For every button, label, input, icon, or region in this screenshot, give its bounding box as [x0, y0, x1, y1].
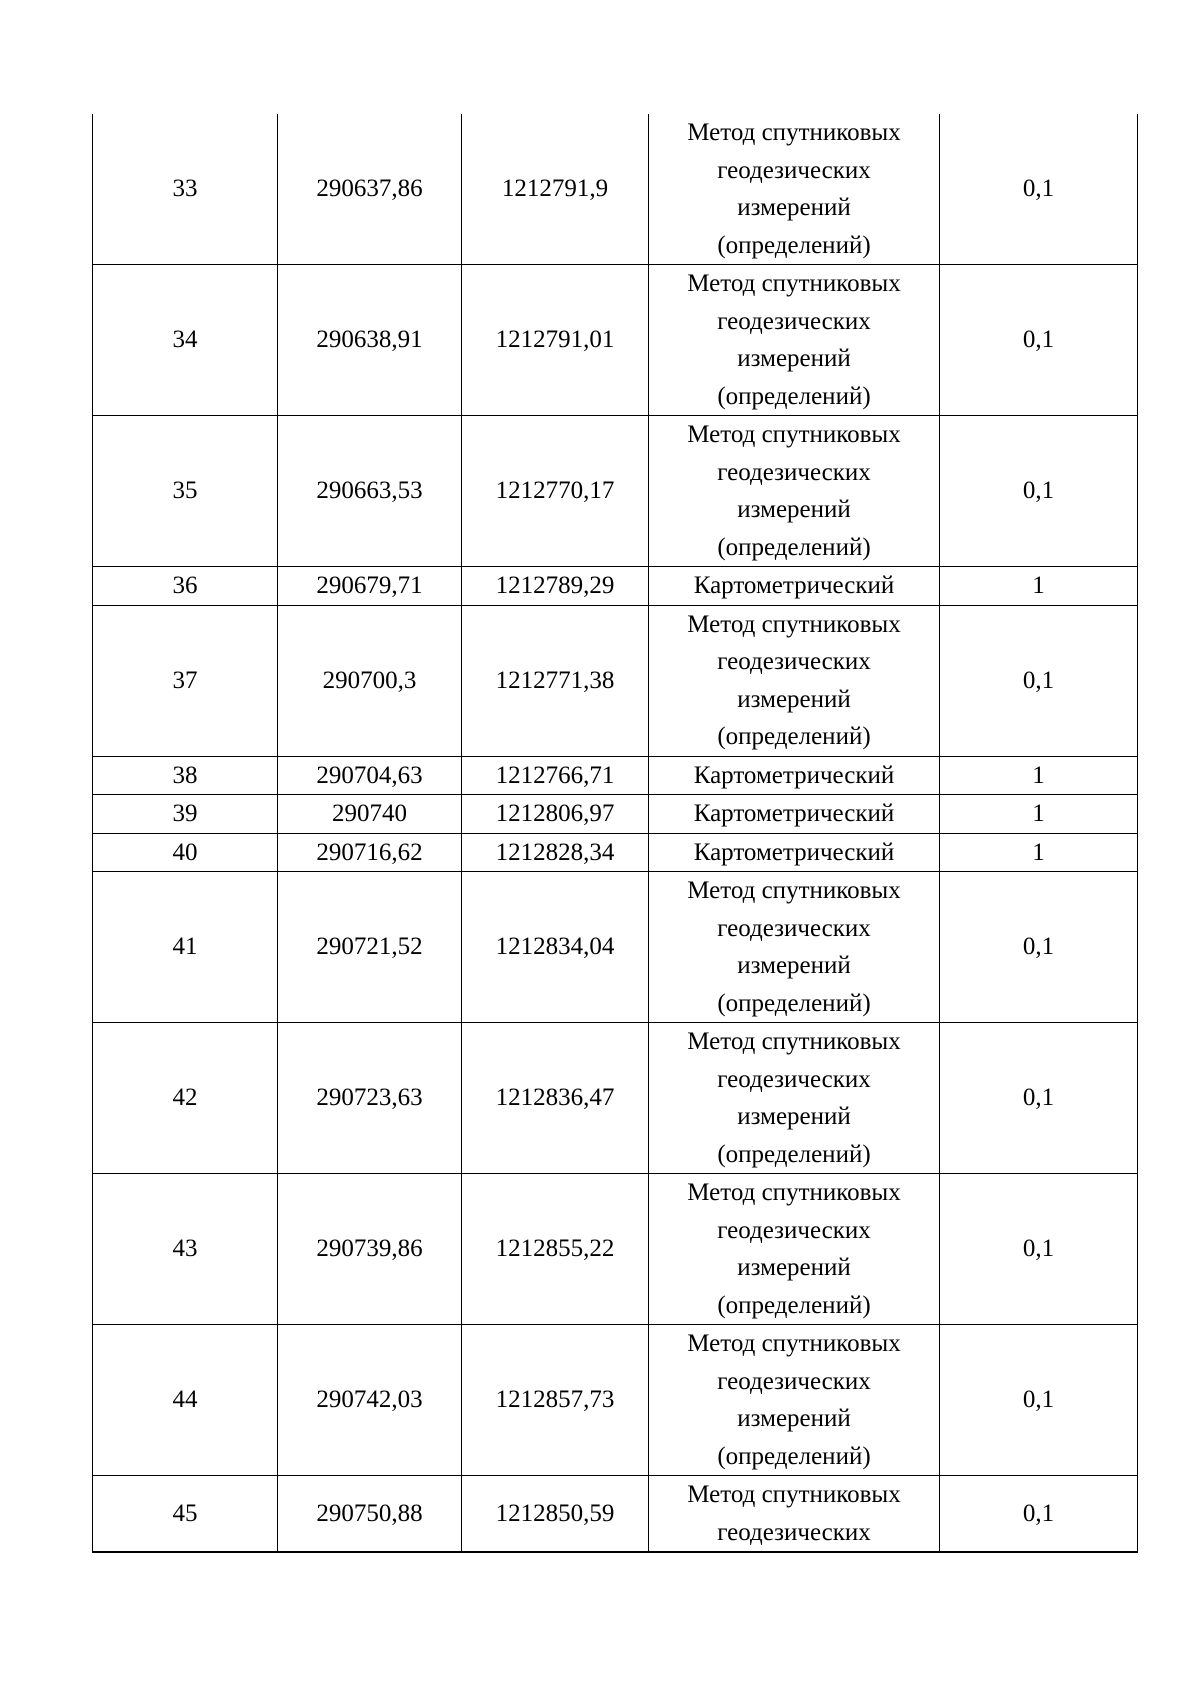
- method-cell: Картометрический: [649, 795, 940, 834]
- y-coordinate-cell: 1212791,01: [462, 265, 649, 416]
- method-cell: Картометрический: [649, 756, 940, 795]
- method-cell: Картометрический: [649, 833, 940, 872]
- accuracy-cell: 1: [940, 833, 1138, 872]
- x-coordinate-cell: 290740: [278, 795, 462, 834]
- table-row: [93, 114, 1138, 265]
- accuracy-cell: 0,1: [940, 265, 1138, 416]
- accuracy-cell: 0,1: [940, 872, 1138, 1023]
- y-coordinate-cell: 1212770,17: [462, 416, 649, 567]
- method-cell: Метод спутниковых геодезических измерений (определений): [649, 1174, 940, 1325]
- point-number-cell: 43: [93, 1174, 278, 1325]
- x-coordinate-cell: 290742,03: [278, 1325, 462, 1476]
- point-number-cell: 42: [93, 1023, 278, 1174]
- x-coordinate-cell: 290700,3: [278, 605, 462, 756]
- accuracy-cell: 0,1: [940, 1174, 1138, 1325]
- x-coordinate-cell: 290704,63: [278, 756, 462, 795]
- table-row: [93, 605, 1138, 756]
- coordinates-table: [92, 114, 1138, 1553]
- method-cell: Метод спутниковых геодезических измерений (определений): [649, 605, 940, 756]
- method-cell: Метод спутниковых геодезических измерений (определений): [649, 114, 940, 265]
- point-number-cell: 38: [93, 756, 278, 795]
- y-coordinate-cell: 1212789,29: [462, 567, 649, 606]
- y-coordinate-cell: 1212857,73: [462, 1325, 649, 1476]
- table-row: [93, 833, 1138, 872]
- method-cell: Картометрический: [649, 567, 940, 606]
- x-coordinate-cell: 290716,62: [278, 833, 462, 872]
- table-row: [93, 416, 1138, 567]
- point-number-cell: 41: [93, 872, 278, 1023]
- y-coordinate-cell: 1212791,9: [462, 114, 649, 265]
- y-coordinate-cell: 1212806,97: [462, 795, 649, 834]
- x-coordinate-cell: 290638,91: [278, 265, 462, 416]
- accuracy-cell: 1: [940, 567, 1138, 606]
- table-row: [93, 872, 1138, 1023]
- x-coordinate-cell: 290663,53: [278, 416, 462, 567]
- table-row: [93, 1325, 1138, 1476]
- x-coordinate-cell: 290637,86: [278, 114, 462, 265]
- method-cell: Метод спутниковых геодезических измерений (определений): [649, 416, 940, 567]
- table-row: [93, 1023, 1138, 1174]
- accuracy-cell: 1: [940, 795, 1138, 834]
- table-row: [93, 265, 1138, 416]
- x-coordinate-cell: 290721,52: [278, 872, 462, 1023]
- x-coordinate-cell: 290723,63: [278, 1023, 462, 1174]
- accuracy-cell: 0,1: [940, 1023, 1138, 1174]
- method-cell: Метод спутниковых геодезических измерений (определений): [649, 872, 940, 1023]
- method-cell: Метод спутниковых геодезических измерений (определений): [649, 1325, 940, 1476]
- point-number-cell: 35: [93, 416, 278, 567]
- method-cell: Метод спутниковых геодезических измерений (определений): [649, 1023, 940, 1174]
- point-number-cell: 45: [93, 1476, 278, 1553]
- y-coordinate-cell: 1212834,04: [462, 872, 649, 1023]
- point-number-cell: 40: [93, 833, 278, 872]
- accuracy-cell: 0,1: [940, 416, 1138, 567]
- table-row: [93, 1476, 1138, 1553]
- accuracy-cell: 0,1: [940, 605, 1138, 756]
- y-coordinate-cell: 1212828,34: [462, 833, 649, 872]
- point-number-cell: 44: [93, 1325, 278, 1476]
- y-coordinate-cell: 1212766,71: [462, 756, 649, 795]
- table-row: [93, 756, 1138, 795]
- point-number-cell: 39: [93, 795, 278, 834]
- accuracy-cell: 0,1: [940, 1476, 1138, 1553]
- table-row: [93, 795, 1138, 834]
- table-row: [93, 567, 1138, 606]
- y-coordinate-cell: 1212836,47: [462, 1023, 649, 1174]
- y-coordinate-cell: 1212850,59: [462, 1476, 649, 1553]
- y-coordinate-cell: 1212855,22: [462, 1174, 649, 1325]
- table-row: [93, 1174, 1138, 1325]
- y-coordinate-cell: 1212771,38: [462, 605, 649, 756]
- x-coordinate-cell: 290750,88: [278, 1476, 462, 1553]
- accuracy-cell: 0,1: [940, 114, 1138, 265]
- accuracy-cell: 0,1: [940, 1325, 1138, 1476]
- method-cell: Метод спутниковых геодезических измерений (определений): [649, 265, 940, 416]
- accuracy-cell: 1: [940, 756, 1138, 795]
- x-coordinate-cell: 290739,86: [278, 1174, 462, 1325]
- point-number-cell: 37: [93, 605, 278, 756]
- point-number-cell: 34: [93, 265, 278, 416]
- point-number-cell: 33: [93, 114, 278, 265]
- point-number-cell: 36: [93, 567, 278, 606]
- method-cell: Метод спутниковых геодезических: [649, 1476, 940, 1553]
- x-coordinate-cell: 290679,71: [278, 567, 462, 606]
